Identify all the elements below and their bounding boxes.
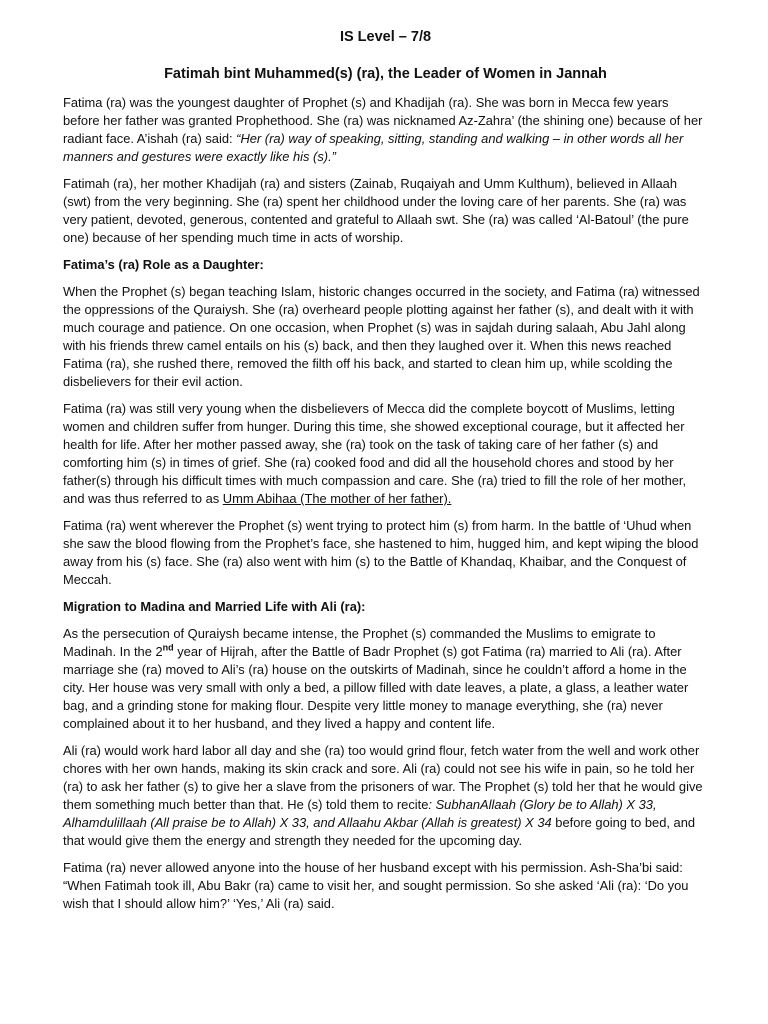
paragraph-intro-text: Fatima (ra) was the youngest daughter of Prophet (s) and Khadijah (ra). She was born in Mecca few years before her father was granted Prophethood. She (ra) was nicknamed Az-Zahra’ (the shining one) because of her radiant face. A’ishah (ra) said: <box>63 95 703 146</box>
paragraph-migration-text-b: year of Hijrah, after the Battle of Badr Prophet (s) got Fatima (ra) married to Ali (ra). After marriage she (ra) moved to Ali’s (ra) house on the outskirts of Madinah, since he couldn’t afford a home in the city. Her house was very small with only a bed, a pillow filled with date leaves, a plate, a glass, a leather water bag, and a grinding stone for making flour. Despite very little money to manage everything, she (ra) never complained about it to her husband, and they lived a happy and content life. <box>63 644 689 731</box>
paragraph-labor-text-b: before going to bed, and that would give them the energy and strength they needed for the upcoming day. <box>63 815 696 848</box>
section-heading-migration: Migration to Madina and Married Life with Ali (ra): <box>63 599 366 614</box>
paragraph-permission: Fatima (ra) never allowed anyone into the house of her husband except with his permission. Ash-Sha’bi said: “When Fatimah took ill, Abu Bakr (ra) came to visit her, and sought permission. So she asked ‘Ali (ra): ‘Do you wish that I should allow him?’ ‘Yes,’ Ali (ra) said. <box>63 860 689 911</box>
aishah-quote: “Her (ra) way of speaking, sitting, standing and walking – in other words all her manners and gestures were exactly like his (s).” <box>63 131 684 164</box>
paragraph-labor <box>63 742 708 850</box>
document-title: Fatimah bint Muhammed(s) (ra), the Leader of Women in Jannah <box>164 66 607 82</box>
paragraph-boycott <box>63 400 708 508</box>
paragraph-labor-text-a: Ali (ra) would work hard labor all day and she (ra) too would grind flour, fetch water from the well and work other chores with her own hands, making its skin crack and sore. Ali (ra) could not see his wife in pain, so he told her (ra) to ask her father (s) to give her a slave from the prisoners of war. The Prophet (s) told her that he would give them something much better than that. He (s) told them to recite <box>63 743 703 812</box>
umm-abihaa-underlined: Umm Abihaa (The mother of her father). <box>222 491 452 506</box>
tasbih-italic: : SubhanAllaah (Glory be to Allah) X 33, Alhamdulillaah (All praise be to Allah) X 33, and Allaahu Akbar (Allah is greatest) X 34 <box>63 797 657 830</box>
paragraph-uhud: Fatima (ra) went wherever the Prophet (s) went trying to protect him (s) from harm. In the battle of ‘Uhud when she saw the blood flowing from the Prophet’s face, she hastened to him, hugged him, and kept wiping the blood away from his (s) face. She (ra) also went with him (s) to the Battle of Khandaq, Khaibar, and the Conquest of Meccah. <box>63 518 699 587</box>
level-heading: IS Level – 7/8 <box>339 29 432 45</box>
section-heading-daughter: Fatima’s (ra) Role as a Daughter: <box>63 257 264 272</box>
paragraph-quraiysh: When the Prophet (s) began teaching Islam, historic changes occurred in the society, and Fatima (ra) witnessed the oppressions of the Quraiysh. She (ra) overheard people plotting against her father (s), and dealt with it with much courage and patience. On one occasion, when Prophet (s) was in sajdah during salaah, Abu Jahl along with his friends threw camel entails on his (s) back, and then they laughed over it. When this news reached Fatima (ra), she rushed there, removed the filth off his back, and started to clean him up, while scolding the disbelievers for their evil action. <box>63 284 700 389</box>
paragraph-intro <box>63 94 708 166</box>
paragraph-boycott-text: Fatima (ra) was still very young when the disbelievers of Mecca did the complete boycott of Muslims, letting women and children suffer from hunger. During this time, she showed exceptional courage, but it affected her health for life. After her mother passed away, she (ra) took on the task of taking care of her father (s) and comforting him (s) in times of grief. She (ra) cooked food and did all the household chores and stood by her father(s) through his difficult times with much compassion and care. She (ra) tried to fill the role of her mother, and was thus referred to as <box>63 401 687 506</box>
paragraph-migration-text-a: As the persecution of Quraiysh became intense, the Prophet (s) commanded the Muslims to emigrate to Madinah. In the 2 <box>63 626 656 659</box>
paragraph-childhood: Fatimah (ra), her mother Khadijah (ra) and sisters (Zainab, Ruqaiyah and Umm Kulthum), believed in Allaah (swt) from the very beginning. She (ra) spent her childhood under the loving care of her parents. She (ra) was very patient, devoted, generous, contented and grateful to Allaah swt. She (ra) was called ‘Al-Batoul’ (the pure one) because of her spending much time in acts of worship. <box>63 176 689 245</box>
ordinal-superscript: nd <box>162 642 174 653</box>
paragraph-migration <box>63 625 708 733</box>
